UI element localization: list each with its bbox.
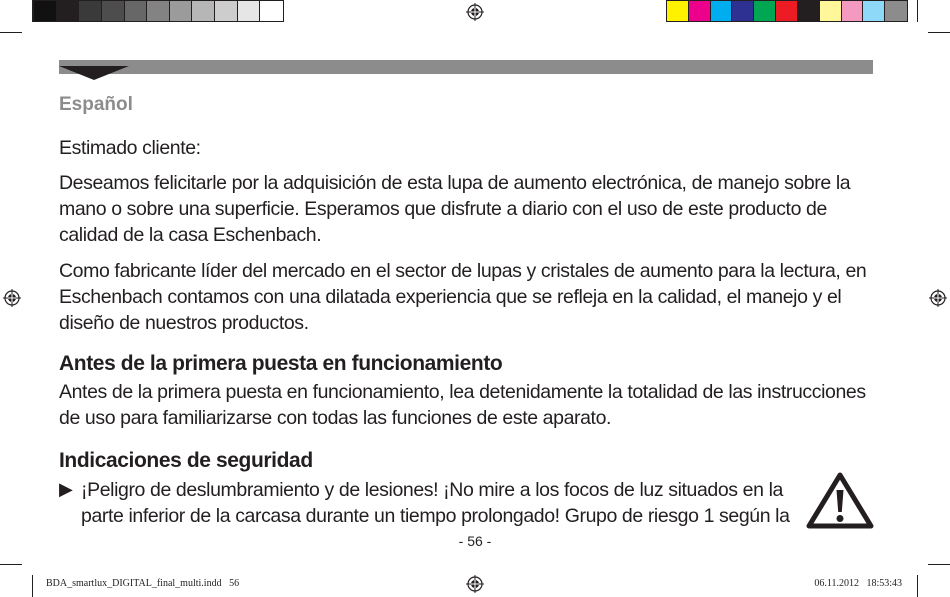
color-swatch <box>885 1 907 21</box>
color-swatch <box>842 1 864 21</box>
color-swatch <box>667 1 689 21</box>
gray-swatch <box>34 1 57 21</box>
grayscale-color-bar <box>33 0 284 22</box>
color-swatch <box>820 1 842 21</box>
color-swatch <box>798 1 820 21</box>
gray-swatch <box>215 1 238 21</box>
crop-mark-bottom-left-v <box>32 575 33 597</box>
gray-swatch <box>170 1 193 21</box>
registration-mark-top-icon <box>466 3 484 21</box>
language-label: Español <box>59 94 133 115</box>
gray-swatch <box>79 1 102 21</box>
process-color-bar <box>666 0 908 22</box>
heading-safety: Indicaciones de seguridad <box>59 449 313 472</box>
manufacturer-paragraph: Como fabricante líder del mercado en el sector de lupas y cristales de aumento para la lectura, en Eschenbach contamos con una dilatada experiencia que se refleja en la calidad, el manejo y el diseño de nuestros productos. <box>59 260 867 334</box>
color-swatch <box>711 1 733 21</box>
gray-swatch <box>147 1 170 21</box>
gray-swatch <box>57 1 80 21</box>
section-header-bar <box>59 60 873 74</box>
crop-mark-bottom-right-v <box>917 575 918 597</box>
gray-swatch <box>192 1 215 21</box>
first-use-paragraph: Antes de la primera puesta en funcionamiento, lea detenidamente la totalidad de las instrucciones de uso para familiarizarse con todas las funciones de este aparato. <box>59 381 866 429</box>
heading-first-use: Antes de la primera puesta en funcionamiento <box>59 352 503 375</box>
color-swatch <box>754 1 776 21</box>
gray-swatch <box>102 1 125 21</box>
registration-mark-left-icon <box>3 289 21 307</box>
greeting: Estimado cliente: <box>59 137 201 159</box>
gray-swatch <box>260 1 283 21</box>
crop-mark-top-right-h <box>928 32 950 33</box>
gray-swatch <box>238 1 261 21</box>
bullet-arrow-icon: ▶ <box>59 479 73 499</box>
registration-mark-bottom-icon <box>466 575 484 593</box>
safety-bullet: ¡Peligro de deslumbramiento y de lesiones! ¡No mire a los focos de luz situados en la parte inferior de la carcasa durante un tiempo prolongado! Grupo de riesgo 1 según la <box>81 479 790 527</box>
crop-mark-bottom-left-h <box>0 564 22 565</box>
crop-mark-top-left-v <box>32 0 33 22</box>
intro-paragraph: Deseamos felicitarle por la adquisición de esta lupa de aumento electrónica, de manejo sobre la mano o sobre una superficie. Esperamos que disfrute a diario con el uso de este producto de calidad de la casa Eschenbach. <box>59 172 851 246</box>
registration-mark-right-icon <box>929 289 947 307</box>
datetime-slug: 06.11.2012 18:53:43 <box>814 578 902 589</box>
warning-triangle-icon <box>806 472 874 529</box>
page-number: - 56 - <box>458 533 492 549</box>
gray-swatch <box>125 1 148 21</box>
color-swatch <box>732 1 754 21</box>
crop-mark-bottom-right-h <box>928 564 950 565</box>
color-swatch <box>689 1 711 21</box>
color-swatch <box>863 1 885 21</box>
crop-mark-top-right-v <box>917 0 918 22</box>
header-tab-marker <box>59 66 129 80</box>
crop-mark-top-left-h <box>0 32 22 33</box>
file-slug: BDA_smartlux_DIGITAL_final_multi.indd 56 <box>46 578 240 589</box>
color-swatch <box>776 1 798 21</box>
